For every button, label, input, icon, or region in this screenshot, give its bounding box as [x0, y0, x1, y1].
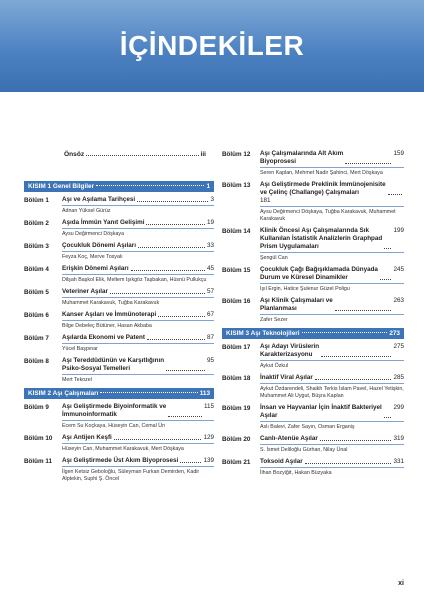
- chapter-page: 129: [203, 434, 214, 441]
- entry-body: [62, 334, 214, 353]
- entry-body: [62, 311, 214, 330]
- toc-entry[interactable]: [222, 343, 404, 370]
- chapter-authors: Aykut Özdarendeli, Shaikh Terkis İslam Pavel, Hazel Yetişkin, Muhammet Ali Uygut, Büşra Kaplan: [260, 386, 404, 399]
- chapter-page: 331: [393, 458, 404, 465]
- part-header-2[interactable]: [24, 388, 214, 399]
- chapter-title: Aşı Antijen Keşfi: [62, 434, 112, 441]
- chapter-title: Kanser Aşıları ve İmmünoterapi: [62, 311, 157, 318]
- chapter-page: 159: [393, 150, 404, 157]
- chapter-authors: Aysu Değirmenci Döşkaya, Tuğba Karakavuk, Muhammet Karakavuk: [260, 209, 396, 222]
- leader-dots: [146, 219, 205, 225]
- chapter-authors: Dilşah Başkol Elik, Meltem Işıkgöz Taşbakan, Hüsnü Pullukçu: [62, 277, 207, 283]
- toc-entry[interactable]: [222, 297, 404, 324]
- chapter-page: 263: [393, 297, 404, 304]
- toc-right-column: [222, 150, 404, 481]
- chapter-label: Bölüm 17: [222, 344, 251, 351]
- entry-body: [260, 374, 404, 400]
- chapter-label: Bölüm 4: [24, 266, 49, 273]
- chapter-authors: Aslı Balevi, Zafer Sayın, Osman Erganiş: [260, 424, 355, 430]
- chapter-title-row: [260, 458, 404, 468]
- chapter-label: Bölüm 5: [24, 289, 49, 296]
- chapter-authors: Işıl Ergin, Hatice Şulenur Güzel Poligu: [260, 286, 350, 292]
- leader-dots: [320, 435, 392, 441]
- chapter-page: 115: [203, 403, 214, 410]
- chapter-title: Toksoid Aşılar: [260, 458, 303, 465]
- leader-dots: [138, 242, 205, 248]
- chapter-label: Bölüm 7: [24, 335, 49, 342]
- chapter-title-row: [260, 404, 404, 422]
- chapter-authors: Seren Kaplan, Mehmet Nadir Şahinci, Mert Döşkaya: [260, 170, 383, 176]
- chapter-title: Erişkin Dönemi Aşıları: [62, 265, 129, 272]
- chapter-authors: Hüseyin Can, Muhammet Karakavuk, Mert Döşkaya: [62, 446, 184, 452]
- part-label: KISIM 1 Genel Bilgiler: [28, 183, 95, 190]
- entry-body: [260, 266, 404, 293]
- toc-entry[interactable]: [222, 458, 404, 477]
- page-title: İÇİNDEKİLER: [119, 30, 305, 61]
- chapter-title-row: [62, 357, 214, 375]
- toc-entry[interactable]: [222, 227, 404, 262]
- chapter-title-row: [62, 311, 214, 321]
- chapter-label: Bölüm 1: [24, 197, 49, 204]
- part-page: 273: [389, 330, 400, 337]
- chapter-authors: Ecem Su Koçkaya, Hüseyin Can, Cemal Ün: [62, 423, 166, 429]
- chapter-label: Bölüm 8: [24, 358, 49, 365]
- toc-entry[interactable]: [24, 219, 214, 238]
- part-label: KISIM 2 Aşı Çalışmaları: [28, 390, 99, 397]
- entry-body: [62, 242, 214, 261]
- leader-dots: [388, 181, 402, 195]
- chapter-title-row: [260, 266, 404, 284]
- chapter-label: Bölüm 13: [222, 182, 251, 189]
- leader-dots: [384, 404, 392, 418]
- leader-dots: [302, 332, 388, 333]
- chapter-title-row: [62, 219, 214, 229]
- entry-body: [260, 343, 404, 370]
- chapter-label: Bölüm 3: [24, 243, 49, 250]
- chapter-label: Bölüm 19: [222, 405, 251, 412]
- part-page: 1: [206, 183, 210, 190]
- leader-dots: [96, 185, 204, 186]
- toc-entry[interactable]: [24, 288, 214, 307]
- leader-dots: [168, 403, 202, 417]
- leader-dots: [321, 343, 391, 357]
- chapter-authors: İlgen Ketsiz Geboloğlu, Süleyman Furkan Demirden, Kadir Alptekin, Suphi Ş. Öncel: [62, 469, 200, 482]
- chapter-title-row: [62, 288, 214, 298]
- preface-page: iii: [200, 151, 206, 158]
- entry-body: [62, 403, 214, 430]
- chapter-authors: Şengül Can: [260, 255, 288, 261]
- part-header-1[interactable]: [24, 181, 214, 192]
- leader-dots: [380, 266, 392, 280]
- chapter-authors: Bilge Debeleç Bütüner, Hasan Akbaba: [62, 323, 152, 329]
- toc-entry[interactable]: [24, 265, 214, 284]
- chapter-authors: Feyza Koç, Merve Tosyalı: [62, 254, 123, 260]
- chapter-title: Çocukluk Çağı Bağışıklamada Dünyada Durum ve Küresel Dinamikler: [260, 266, 378, 281]
- toc-left-column: [24, 181, 214, 487]
- chapter-label: Bölüm 10: [24, 435, 53, 442]
- leader-dots: [110, 288, 205, 294]
- toc-entry[interactable]: [222, 404, 404, 431]
- chapter-title-row: [62, 434, 214, 444]
- chapter-label: Bölüm 2: [24, 220, 49, 227]
- chapter-authors: Yücel Başpınar: [62, 346, 98, 352]
- chapter-page: 199: [393, 227, 404, 234]
- chapter-title: Aşı Geliştirmede Preklinik İmmünojenisite ve Çelinç (Challange) Çalışmaları: [260, 181, 386, 196]
- entry-body: [260, 404, 404, 431]
- chapter-page: 299: [393, 404, 404, 411]
- toc-entry[interactable]: [24, 457, 214, 483]
- chapter-title-row: [260, 435, 404, 445]
- entry-body: [62, 434, 214, 453]
- chapter-title-row: [62, 334, 214, 344]
- leader-dots: [384, 227, 391, 249]
- chapter-page: 45: [206, 265, 214, 272]
- entry-body: [62, 457, 214, 483]
- leader-dots: [100, 392, 197, 393]
- chapter-label: Bölüm 20: [222, 436, 251, 443]
- chapter-page: 95: [206, 357, 214, 364]
- entry-body: [260, 150, 404, 177]
- chapter-authors: Aykut Özkul: [260, 363, 289, 369]
- entry-body: [62, 265, 214, 284]
- chapter-title: Aşı Çalışmalarında Alt Akım Biyoprosesi: [260, 150, 344, 165]
- chapter-title: Aşı Adayı Virüslerin Karakterizasyonu: [260, 343, 320, 358]
- chapter-title: Canlı-Atenüe Aşılar: [260, 435, 318, 442]
- leader-dots: [345, 150, 391, 164]
- toc-entry[interactable]: [222, 150, 404, 177]
- chapter-label: Bölüm 16: [222, 298, 251, 305]
- toc-entry[interactable]: [222, 374, 404, 400]
- chapter-title-row: [260, 297, 404, 315]
- toc-entry[interactable]: [24, 242, 214, 261]
- entry-body: [62, 196, 214, 215]
- chapter-title-row: [260, 181, 404, 207]
- chapter-authors: Aysu Değirmenci Döşkaya: [62, 231, 125, 237]
- chapter-title-row: [62, 242, 214, 252]
- chapter-label: Bölüm 9: [24, 404, 49, 411]
- chapter-title-row: [260, 374, 404, 384]
- chapter-label: Bölüm 11: [24, 458, 52, 465]
- toc-entry[interactable]: [24, 357, 214, 384]
- chapter-title: Aşı Geliştirmede Üst Akım Biyoprosesi: [62, 457, 179, 464]
- leader-dots: [305, 458, 392, 464]
- chapter-title: Aşıda İmmün Yanıt Gelişimi: [62, 219, 145, 226]
- chapter-title: Aşılarda Ekonomi ve Patent: [62, 334, 145, 341]
- chapter-page: 245: [393, 266, 404, 273]
- chapter-title: Aşı Tereddüdünün ve Karşıtlığının Psiko-Sosyal Temelleri: [62, 357, 165, 372]
- chapter-title: Veteriner Aşılar: [62, 288, 108, 295]
- leader-dots: [131, 265, 205, 271]
- leader-dots: [166, 357, 205, 371]
- chapter-page: 87: [206, 334, 214, 341]
- chapter-page: 57: [206, 288, 214, 295]
- page-number: xi: [398, 580, 404, 587]
- chapter-label: Bölüm 6: [24, 312, 49, 319]
- toc-entry[interactable]: [24, 434, 214, 453]
- chapter-title-row: [62, 403, 214, 421]
- entry-body: [260, 435, 404, 454]
- chapter-authors: İlhan Bozyiğit, Hakan Büzyaka: [260, 470, 332, 476]
- chapter-page: 181: [260, 197, 271, 204]
- leader-dots: [86, 151, 198, 156]
- toc-entry[interactable]: [24, 196, 214, 215]
- entry-body: [260, 297, 404, 324]
- header-banner: [0, 0, 424, 92]
- entry-body: [260, 227, 404, 262]
- chapter-page: 67: [206, 311, 214, 318]
- part-page: 113: [199, 390, 210, 397]
- chapter-title: İnaktif Viral Aşılar: [260, 374, 313, 381]
- chapter-title: İnsan ve Hayvanlar İçin İnaktif Bakteriyel Aşılar: [260, 404, 382, 419]
- toc-entry[interactable]: [24, 334, 214, 353]
- leader-dots: [335, 297, 392, 311]
- leader-dots: [147, 334, 205, 340]
- chapter-label: Bölüm 14: [222, 228, 251, 235]
- chapter-title-row: [260, 343, 404, 361]
- chapter-title-row: [260, 150, 404, 168]
- preface-entry[interactable]: [64, 151, 206, 158]
- chapter-authors: Muhammet Karakavuk, Tuğba Karakavuk: [62, 300, 160, 306]
- chapter-page: 3: [210, 196, 214, 203]
- chapter-label: Bölüm 21: [222, 459, 251, 466]
- chapter-page: 285: [393, 374, 404, 381]
- toc-entry[interactable]: [24, 311, 214, 330]
- entry-body: [62, 219, 214, 238]
- chapter-title-row: [62, 265, 214, 275]
- chapter-page: 19: [206, 219, 214, 226]
- chapter-title: Aşı Geliştirmede Biyoinformatik ve İmmunoinformatik: [62, 403, 167, 418]
- chapter-authors: S. İsmet Deliloğlu Gürhan, Nilay Ünal: [260, 447, 348, 453]
- leader-dots: [137, 196, 208, 202]
- entry-body: [62, 357, 214, 384]
- part-label: KISIM 3 Aşı Teknolojileri: [226, 330, 300, 337]
- chapter-page: 319: [393, 435, 404, 442]
- entry-body: [260, 181, 404, 223]
- chapter-page: 275: [393, 343, 404, 350]
- chapter-page: 33: [206, 242, 214, 249]
- chapter-title: Aşı Klinik Çalışmaları ve Planlanması: [260, 297, 333, 312]
- toc-entry[interactable]: [222, 181, 404, 223]
- preface-label: Önsöz: [64, 151, 85, 158]
- part-header-3[interactable]: [222, 328, 404, 339]
- chapter-authors: Adnan Yüksel Gürüz: [62, 208, 111, 214]
- chapter-title: Aşı ve Aşılama Tarihçesi: [62, 196, 136, 203]
- chapter-page: 139: [203, 457, 214, 464]
- leader-dots: [158, 311, 205, 317]
- entry-body: [62, 288, 214, 307]
- chapter-authors: Zafer Sezer: [260, 317, 288, 323]
- chapter-label: Bölüm 15: [222, 267, 251, 274]
- chapter-title: Klinik Öncesi Aşı Çalışmalarında Sık Kullanılan İstatistik Analizlerin Graphpad Prism Uygulamaları: [260, 227, 383, 250]
- chapter-authors: Mert Tekozel: [62, 377, 92, 383]
- chapter-title: Çocukluk Dönemi Aşıları: [62, 242, 136, 249]
- chapter-label: Bölüm 18: [222, 375, 251, 382]
- chapter-title-row: [260, 227, 404, 253]
- chapter-label: Bölüm 12: [222, 151, 251, 158]
- leader-dots: [114, 434, 202, 440]
- leader-dots: [315, 374, 392, 380]
- chapter-title-row: [62, 457, 214, 467]
- leader-dots: [180, 457, 201, 463]
- chapter-title-row: [62, 196, 214, 206]
- toc-entry[interactable]: [24, 403, 214, 430]
- toc-entry[interactable]: [222, 266, 404, 293]
- toc-entry[interactable]: [222, 435, 404, 454]
- entry-body: [260, 458, 404, 477]
